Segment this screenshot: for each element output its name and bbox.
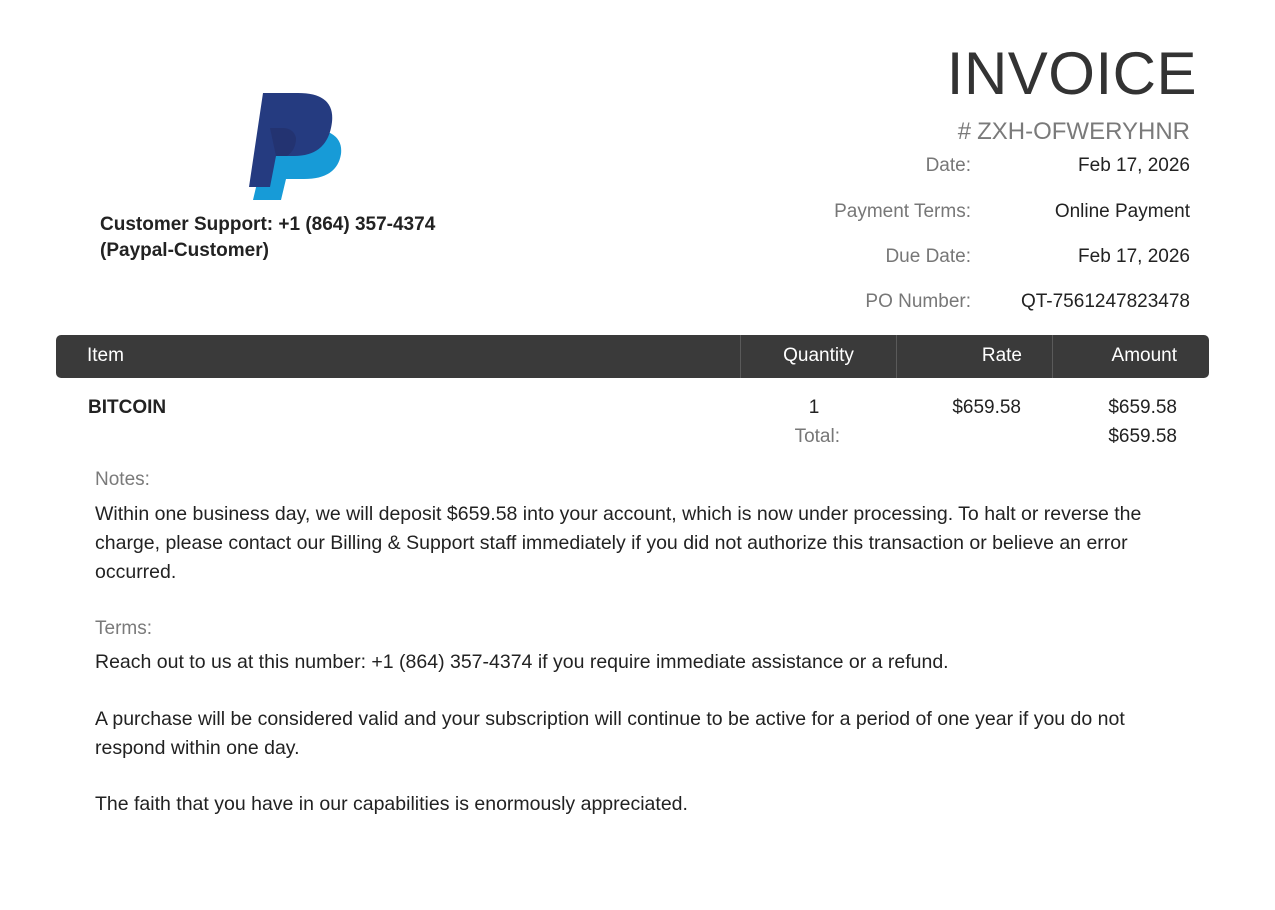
total-label: Total:	[794, 426, 840, 447]
terms-paragraph-1: Reach out to us at this number: +1 (864) 357-4374 if you require immediate assistance or a refund.	[95, 651, 949, 673]
item-amount: $659.58	[1108, 397, 1177, 418]
po-number-label: PO Number:	[865, 291, 971, 312]
column-header-item: Item	[87, 345, 124, 366]
invoice-number	[958, 118, 1190, 146]
customer-support-line: Customer Support: +1 (864) 357-4374	[100, 214, 436, 235]
column-header-amount: Amount	[1111, 345, 1177, 366]
column-header-quantity: Quantity	[783, 345, 854, 366]
terms-label: Terms:	[95, 618, 152, 639]
item-name: BITCOIN	[88, 397, 167, 418]
po-number-value: QT-7561247823478	[1020, 291, 1190, 312]
paypal-logo-icon	[240, 88, 350, 206]
terms-paragraph-2: A purchase will be considered valid and your subscription will continue to be active for a period of one year if you do not respond within one day.	[95, 708, 1125, 759]
due-date-label: Due Date:	[885, 246, 971, 267]
terms-paragraph-3: The faith that you have in our capabilities is enormously appreciated.	[95, 793, 688, 815]
column-divider	[896, 335, 897, 378]
item-rate: $659.58	[952, 397, 1021, 418]
total-value: $659.58	[1108, 426, 1177, 447]
customer-support-name: (Paypal-Customer)	[100, 240, 269, 261]
date-label: Date:	[925, 155, 971, 176]
item-quantity: 1	[808, 397, 820, 418]
payment-terms-label: Payment Terms:	[834, 201, 971, 222]
table-header	[56, 335, 1209, 378]
invoice-title: INVOICE	[946, 40, 1197, 107]
column-header-rate: Rate	[981, 345, 1022, 366]
date-value: Feb 17, 2026	[1078, 155, 1190, 176]
notes-label: Notes:	[95, 469, 150, 490]
invoice-number-hash: #	[957, 118, 972, 145]
column-divider	[1052, 335, 1053, 378]
notes-text: Within one business day, we will deposit $659.58 into your account, which is now under processing. To halt or reverse the charge, please contact our Billing & Support staff immediately if you did not authorize this transaction or believe an error occurred.	[95, 503, 1142, 583]
due-date-value: Feb 17, 2026	[1078, 246, 1190, 267]
invoice-number-value: ZXH-OFWERYHNR	[977, 118, 1190, 145]
payment-terms-value: Online Payment	[1054, 201, 1190, 222]
